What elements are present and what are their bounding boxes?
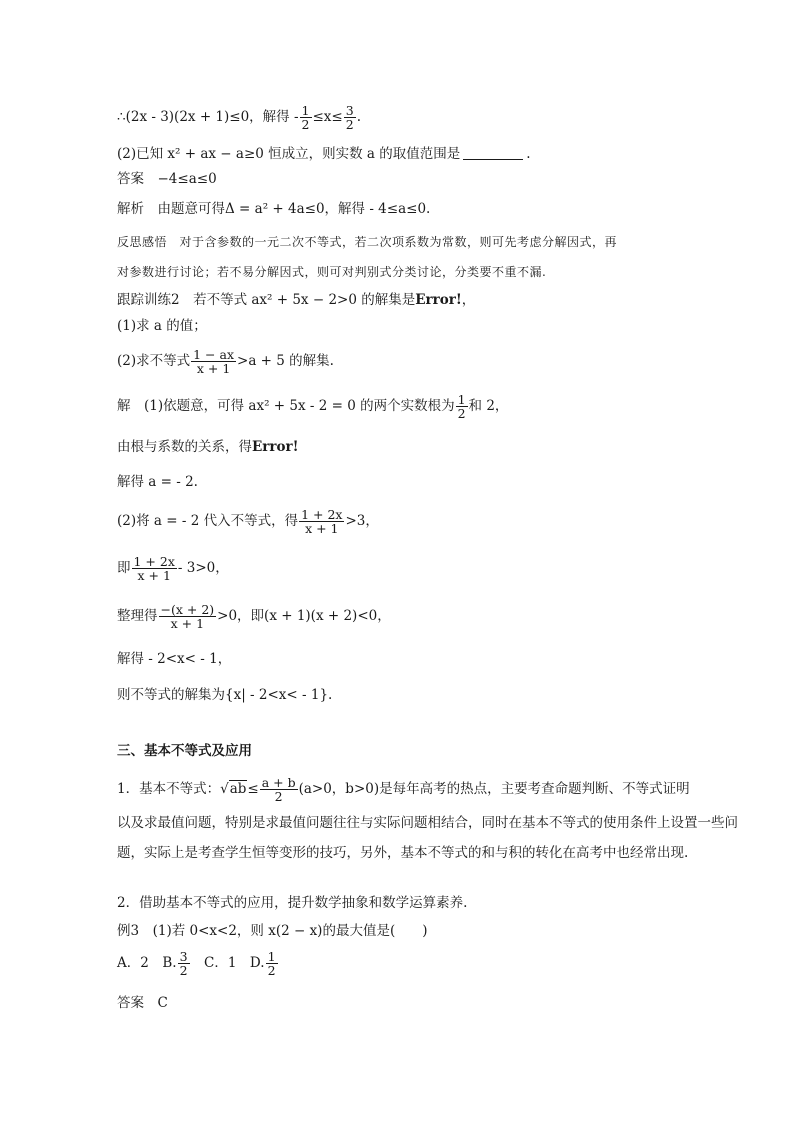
- equivalent-line: [117, 555, 754, 582]
- text: ≤x≤: [312, 109, 343, 126]
- text: 整理得: [117, 608, 158, 625]
- text: .: [356, 109, 361, 126]
- answer-c: 答案 C: [117, 995, 168, 1011]
- numerator: 3: [179, 949, 188, 964]
- point-2: 2．借助基本不等式的应用，提升数学抽象和数学运算素养.: [117, 895, 468, 911]
- text: (2)求不等式: [117, 353, 191, 370]
- error-text: Error!: [415, 292, 462, 308]
- radicand: ab: [229, 781, 247, 798]
- text: ≤: [247, 781, 259, 798]
- text: 即: [117, 560, 131, 577]
- numerator: 1 − ax: [193, 347, 235, 362]
- error-text: Error!: [252, 439, 299, 455]
- options-line: [117, 950, 754, 977]
- practice-title: [117, 294, 754, 308]
- solution-part-2: [117, 508, 754, 535]
- text: >a + 5 的解集.: [237, 353, 334, 370]
- text: ，: [461, 292, 476, 308]
- solve-range-line: 解得 - 2<x< - 1，: [117, 651, 232, 667]
- solution-line-1: [117, 104, 754, 131]
- text: >0，即(x + 1)(x + 2)<0，: [217, 608, 391, 625]
- fraction: [260, 776, 298, 803]
- text: (a>0，b>0)是每年高考的热点，主要考查命题判断、不等式证明: [298, 781, 690, 798]
- fraction: [344, 104, 356, 131]
- numerator: 3: [345, 103, 354, 118]
- numerator: 1 + 2x: [133, 554, 175, 569]
- practice-part-1: (1)求 a 的值；: [117, 318, 207, 334]
- reflection-line-1: 反思感悟 对于含参数的一元二次不等式，若二次项系数为常数，则可先考虑分解因式，再: [117, 235, 618, 249]
- fraction: [299, 508, 344, 535]
- denominator: 2: [457, 406, 466, 422]
- fraction: [456, 393, 468, 420]
- fraction: [178, 950, 190, 977]
- fraction: [300, 104, 312, 131]
- answer-line: 答案 −4≤a≤0: [117, 171, 217, 187]
- practice-part-2: [117, 348, 754, 375]
- inequality-intro: [117, 776, 754, 803]
- vieta-line: [117, 441, 754, 455]
- text: (2)将 a = - 2 代入不等式，得: [117, 513, 299, 530]
- text: (2)已知 x² + ax − a≥0 恒成立，则实数 a 的取值范围是: [117, 146, 461, 162]
- answer-blank: [463, 158, 523, 160]
- option-a: A．2 B.: [117, 955, 177, 972]
- numerator: a + b: [261, 775, 296, 790]
- denominator: 2: [267, 963, 276, 979]
- numerator: 1: [301, 103, 310, 118]
- denominator: x + 1: [170, 616, 205, 632]
- solution-set-line: 则不等式的解集为{x| - 2<x< - 1}.: [117, 687, 333, 703]
- numerator: 1 + 2x: [301, 507, 343, 522]
- text: 1．基本不等式：: [117, 781, 221, 798]
- denominator: x + 1: [196, 361, 231, 377]
- question-2: [117, 148, 754, 162]
- fraction: [191, 348, 236, 375]
- reflection-line-2: 对参数进行讨论；若不易分解因式，则可对判别式分类讨论，分类要不重不漏.: [117, 265, 547, 279]
- text: 和 2，: [468, 398, 509, 415]
- example-3: 例3 (1)若 0<x<2，则 x(2 − x)的最大值是( ): [117, 923, 428, 939]
- text: - 3>0，: [177, 560, 229, 577]
- text: ∴(2x - 3)(2x + 1)≤0，解得 -: [117, 109, 299, 126]
- solution-part-1: [117, 393, 754, 420]
- section-title: 三、基本不等式及应用: [117, 743, 252, 759]
- denominator: x + 1: [305, 521, 339, 537]
- denominator: 2: [345, 117, 354, 133]
- square-root: √ab: [220, 781, 247, 798]
- simplify-line: [117, 603, 754, 630]
- numerator: 1: [267, 949, 276, 964]
- text: 由根与系数的关系，得: [117, 439, 252, 455]
- denominator: 2: [179, 963, 188, 979]
- text: >3，: [345, 513, 379, 530]
- option-c: C．1 D.: [190, 955, 265, 972]
- fraction: [266, 950, 278, 977]
- result-a: 解得 a = - 2.: [117, 474, 198, 490]
- text: .: [526, 146, 531, 162]
- text: 跟踪训练2 若不等式 ax² + 5x − 2>0 的解集是: [117, 292, 416, 308]
- inequality-paragraph: 以及求最值问题，特别是求最值问题往往与实际问题相结合，同时在基本不等式的使用条件上设置一些问题，实际上是考查学生恒等变形的技巧，另外，基本不等式的和与积的转化在高考中也经常出现.: [117, 815, 738, 861]
- text: 解 (1)依题意，可得 ax² + 5x - 2 = 0 的两个实数根为: [117, 398, 455, 415]
- denominator: 2: [274, 789, 283, 805]
- denominator: x + 1: [137, 568, 171, 584]
- numerator: −(x + 2): [160, 602, 215, 617]
- denominator: 2: [301, 117, 310, 133]
- numerator: 1: [457, 392, 466, 407]
- analysis-line: 解析 由题意可得Δ = a² + 4a≤0，解得 - 4≤a≤0.: [117, 201, 431, 217]
- fraction: [132, 555, 177, 582]
- fraction: [159, 603, 217, 630]
